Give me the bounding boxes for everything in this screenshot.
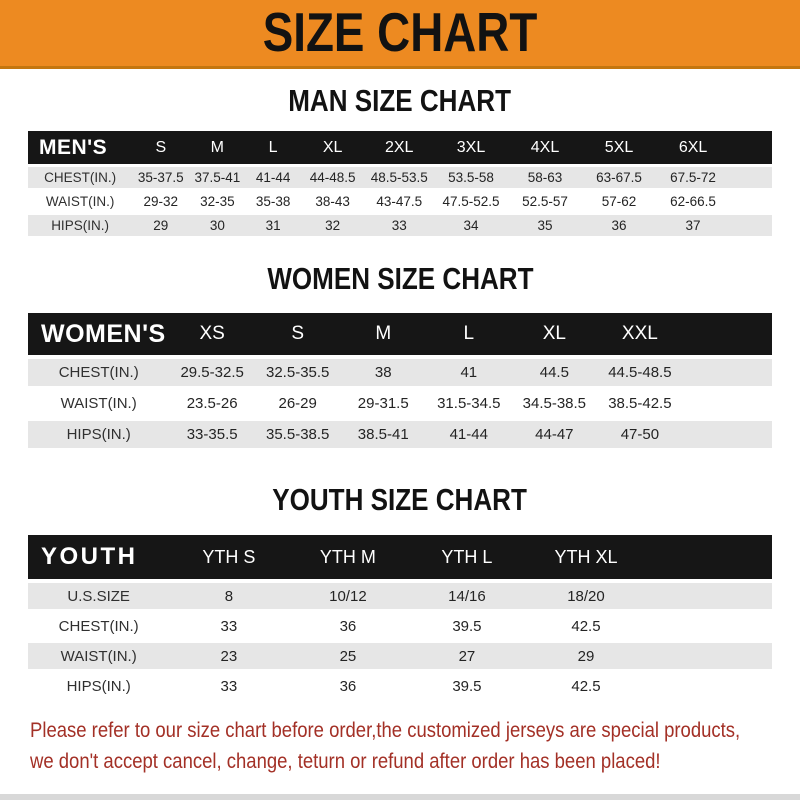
size-value-cell: 57-62 [582, 191, 656, 212]
size-value-cell: 29-31.5 [340, 390, 426, 417]
man-size-section [0, 84, 800, 239]
size-column-header: XS [169, 313, 255, 355]
size-value-cell: 39.5 [407, 613, 526, 639]
size-value-cell: 37 [656, 215, 730, 236]
size-value-cell: 33-35.5 [169, 421, 255, 448]
size-value-cell: 36 [288, 613, 407, 639]
size-value-cell: 63-67.5 [582, 167, 656, 188]
size-value-cell: 48.5-53.5 [364, 167, 434, 188]
size-value-cell: 53.5-58 [434, 167, 508, 188]
size-column-header: YTH S [169, 535, 288, 579]
size-value-cell: 35-37.5 [132, 167, 189, 188]
row-spacer [730, 167, 772, 188]
size-value-cell: 23 [169, 643, 288, 669]
table-row [28, 673, 772, 699]
size-value-cell: 44.5-48.5 [597, 359, 683, 386]
row-spacer [730, 191, 772, 212]
table-corner-label: YOUTH [28, 535, 169, 579]
size-column-header: YTH L [407, 535, 526, 579]
size-value-cell: 47-50 [597, 421, 683, 448]
row-spacer [645, 643, 772, 669]
disclaimer-line-1: Please refer to our size chart before order,the customized jerseys are special products, [30, 718, 741, 742]
size-value-cell: 33 [169, 673, 288, 699]
row-label: WAIST(IN.) [28, 191, 132, 212]
row-label: CHEST(IN.) [28, 359, 169, 386]
women-size-section [0, 262, 800, 452]
size-value-cell: 36 [582, 215, 656, 236]
size-value-cell: 30 [189, 215, 245, 236]
row-spacer [645, 583, 772, 609]
size-value-cell: 42.5 [526, 673, 645, 699]
size-column-header: M [189, 131, 245, 164]
youth-size-section [0, 483, 800, 703]
size-value-cell: 18/20 [526, 583, 645, 609]
size-value-cell: 31 [245, 215, 301, 236]
size-value-cell: 44-47 [512, 421, 598, 448]
size-value-cell: 38.5-41 [340, 421, 426, 448]
table-header-row [28, 313, 772, 355]
bottom-edge-strip [0, 794, 800, 800]
size-value-cell: 29.5-32.5 [169, 359, 255, 386]
size-column-header: YTH XL [526, 535, 645, 579]
table-corner-label: MEN'S [28, 131, 132, 164]
header-spacer [645, 535, 772, 579]
size-value-cell: 35 [508, 215, 582, 236]
table-corner-label: WOMEN'S [28, 313, 169, 355]
size-value-cell: 43-47.5 [364, 191, 434, 212]
size-column-header: 4XL [508, 131, 582, 164]
row-spacer [683, 390, 772, 417]
size-value-cell: 27 [407, 643, 526, 669]
size-value-cell: 58-63 [508, 167, 582, 188]
youth-size-heading-text: YOUTH SIZE CHART [272, 482, 528, 517]
size-value-cell: 35.5-38.5 [255, 421, 341, 448]
size-value-cell: 33 [169, 613, 288, 639]
size-column-header: XL [512, 313, 598, 355]
size-column-header: L [245, 131, 301, 164]
table-row [28, 613, 772, 639]
row-label: U.S.SIZE [28, 583, 169, 609]
size-value-cell: 35-38 [245, 191, 301, 212]
row-label: HIPS(IN.) [28, 673, 169, 699]
size-value-cell: 47.5-52.5 [434, 191, 508, 212]
table-row [28, 643, 772, 669]
youth-size-table [28, 531, 772, 703]
size-value-cell: 31.5-34.5 [426, 390, 512, 417]
youth-size-heading [28, 483, 772, 517]
row-spacer [645, 613, 772, 639]
size-value-cell: 52.5-57 [508, 191, 582, 212]
size-column-header: YTH M [288, 535, 407, 579]
size-value-cell: 62-66.5 [656, 191, 730, 212]
size-value-cell: 34 [434, 215, 508, 236]
table-header-row [28, 535, 772, 579]
row-label: HIPS(IN.) [28, 215, 132, 236]
row-label: CHEST(IN.) [28, 167, 132, 188]
man-size-heading [28, 84, 772, 118]
table-row [28, 421, 772, 448]
row-spacer [683, 359, 772, 386]
size-value-cell: 38 [340, 359, 426, 386]
size-column-header: XXL [597, 313, 683, 355]
disclaimer-note [30, 715, 800, 777]
size-chart-banner [0, 0, 800, 69]
size-column-header: L [426, 313, 512, 355]
size-value-cell: 25 [288, 643, 407, 669]
size-value-cell: 41 [426, 359, 512, 386]
table-row [28, 167, 772, 188]
size-value-cell: 38.5-42.5 [597, 390, 683, 417]
table-row [28, 583, 772, 609]
size-value-cell: 8 [169, 583, 288, 609]
size-value-cell: 32 [301, 215, 364, 236]
table-row [28, 359, 772, 386]
man-size-table [28, 128, 772, 239]
row-label: WAIST(IN.) [28, 643, 169, 669]
row-spacer [645, 673, 772, 699]
size-column-header: S [255, 313, 341, 355]
size-value-cell: 29 [526, 643, 645, 669]
size-column-header: XL [301, 131, 364, 164]
size-column-header: 5XL [582, 131, 656, 164]
header-spacer [683, 313, 772, 355]
size-value-cell: 29 [132, 215, 189, 236]
size-value-cell: 32.5-35.5 [255, 359, 341, 386]
size-value-cell: 37.5-41 [189, 167, 245, 188]
size-column-header: 2XL [364, 131, 434, 164]
size-value-cell: 41-44 [245, 167, 301, 188]
size-value-cell: 26-29 [255, 390, 341, 417]
header-spacer [730, 131, 772, 164]
table-header-row [28, 131, 772, 164]
size-value-cell: 34.5-38.5 [512, 390, 598, 417]
row-spacer [730, 215, 772, 236]
size-value-cell: 39.5 [407, 673, 526, 699]
banner-title: SIZE CHART [262, 2, 538, 64]
disclaimer-line-2: we don't accept cancel, change, teturn or refund after order has been placed! [30, 749, 661, 773]
women-size-heading-text: WOMEN SIZE CHART [266, 261, 534, 296]
size-column-header: 6XL [656, 131, 730, 164]
table-row [28, 390, 772, 417]
size-value-cell: 38-43 [301, 191, 364, 212]
size-value-cell: 14/16 [407, 583, 526, 609]
size-column-header: 3XL [434, 131, 508, 164]
man-size-heading-text: MAN SIZE CHART [288, 83, 512, 118]
row-label: WAIST(IN.) [28, 390, 169, 417]
table-row [28, 215, 772, 236]
size-value-cell: 33 [364, 215, 434, 236]
size-column-header: M [340, 313, 426, 355]
size-value-cell: 42.5 [526, 613, 645, 639]
women-size-table [28, 309, 772, 452]
table-row [28, 191, 772, 212]
size-column-header: S [132, 131, 189, 164]
row-label: HIPS(IN.) [28, 421, 169, 448]
size-value-cell: 67.5-72 [656, 167, 730, 188]
row-label: CHEST(IN.) [28, 613, 169, 639]
size-value-cell: 32-35 [189, 191, 245, 212]
size-value-cell: 23.5-26 [169, 390, 255, 417]
size-value-cell: 41-44 [426, 421, 512, 448]
women-size-heading [28, 262, 772, 296]
size-value-cell: 44.5 [512, 359, 598, 386]
size-value-cell: 29-32 [132, 191, 189, 212]
row-spacer [683, 421, 772, 448]
size-value-cell: 36 [288, 673, 407, 699]
size-value-cell: 44-48.5 [301, 167, 364, 188]
size-value-cell: 10/12 [288, 583, 407, 609]
